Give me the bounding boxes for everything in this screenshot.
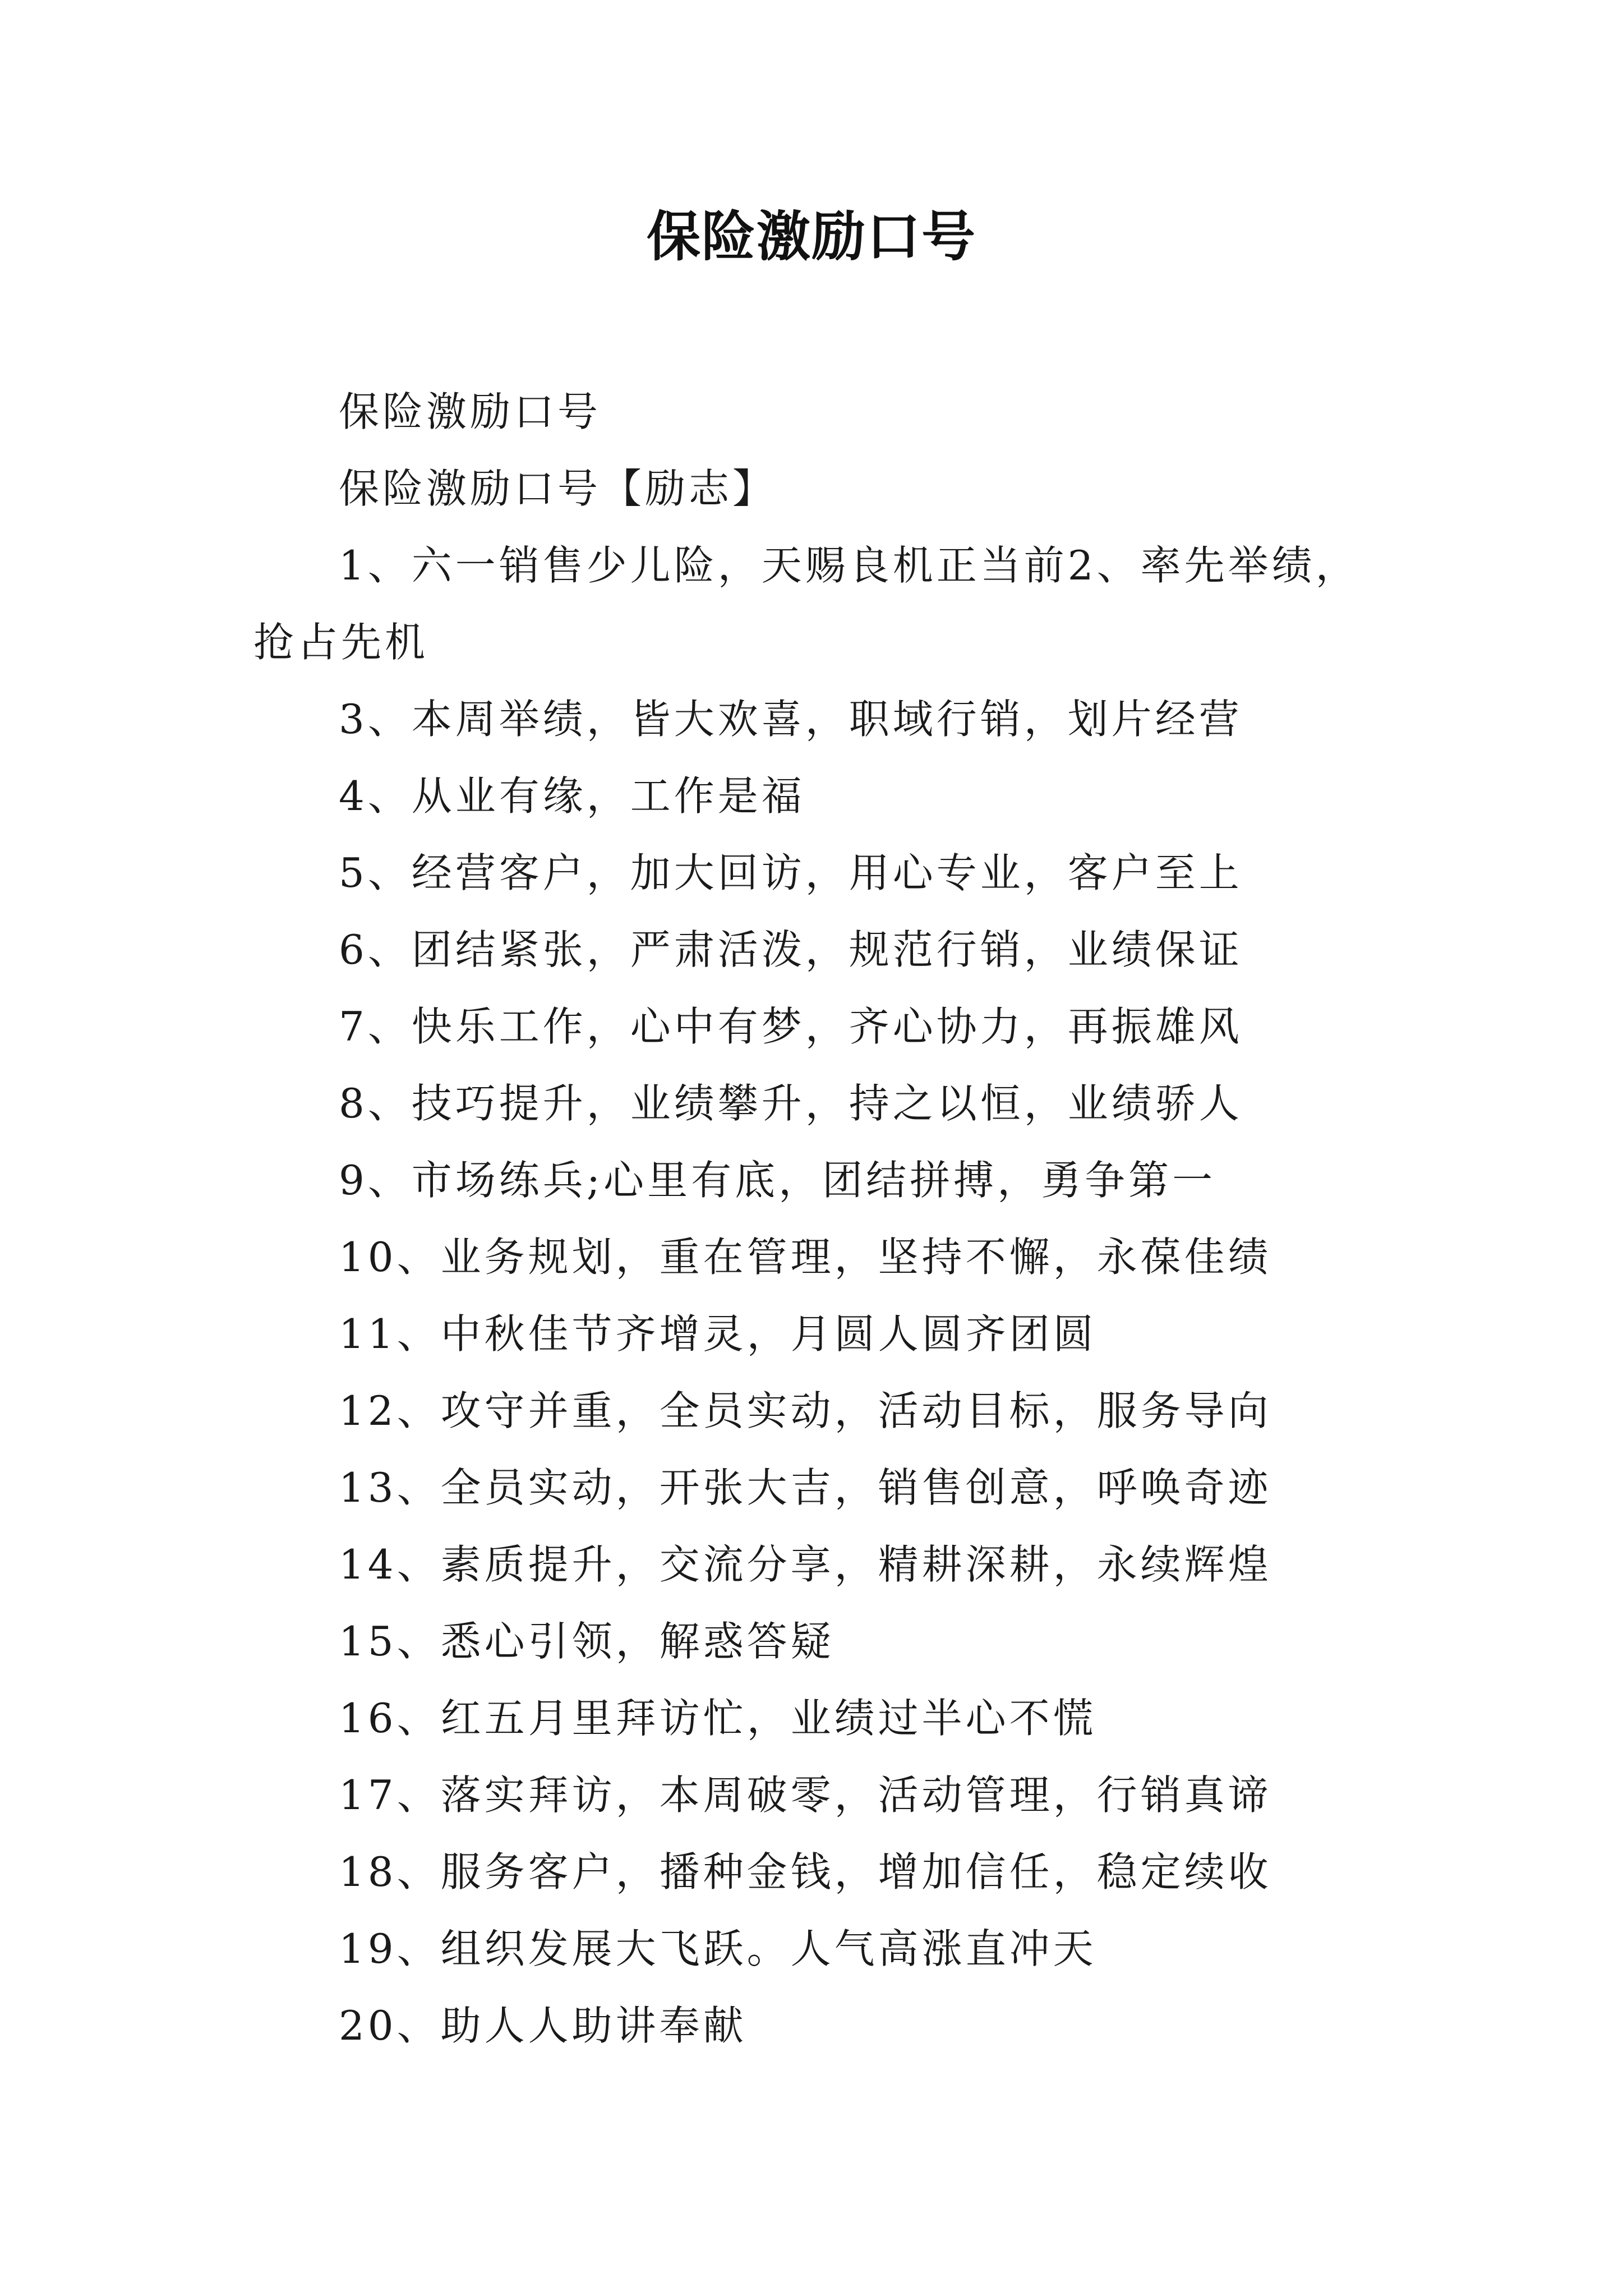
paragraph-heading: 保险激励口号【励志】: [339, 465, 777, 512]
slogan-item-1: 1、六一销售少儿险，天赐良机正当前2、率先举绩，抢占先机: [253, 542, 1359, 666]
slogan-item-12: 12、攻守并重，全员实动，活动目标，服务导向: [339, 1387, 1272, 1434]
slogan-item-19: 19、组织发展大飞跃。人气高涨直冲天: [339, 1925, 1097, 1972]
slogan-item-4: 4、从业有缘，工作是福: [339, 772, 805, 820]
document-title: 保险激励口号: [647, 205, 976, 268]
slogan-item-10: 10、业务规划，重在管理，坚持不懈，永葆佳绩: [339, 1234, 1272, 1281]
paragraph-subtitle: 保险激励口号: [339, 388, 602, 435]
slogan-item-8: 8、技巧提升，业绩攀升，持之以恒，业绩骄人: [339, 1080, 1243, 1127]
document-body: [253, 374, 1386, 2064]
slogan-item-7: 7、快乐工作，心中有梦，齐心协力，再振雄风: [339, 1003, 1243, 1050]
slogan-item-5: 5、经营客户，加大回访，用心专业，客户至上: [339, 849, 1243, 896]
slogan-item-6: 6、团结紧张，严肃活泼，规范行销，业绩保证: [339, 926, 1243, 973]
slogan-item-15: 15、悉心引领，解惑答疑: [339, 1618, 834, 1665]
slogan-item-14: 14、素质提升，交流分享，精耕深耕，永续辉煌: [339, 1541, 1272, 1588]
slogan-item-17: 17、落实拜访，本周破零，活动管理，行销真谛: [339, 1772, 1272, 1819]
slogan-item-13: 13、全员实动，开张大吉，销售创意，呼唤奇迹: [339, 1464, 1272, 1511]
slogan-item-16: 16、红五月里拜访忙，业绩过半心不慌: [339, 1695, 1097, 1742]
slogan-item-20: 20、助人人助讲奉献: [339, 2002, 747, 2049]
slogan-item-11: 11、中秋佳节齐增灵，月圆人圆齐团圆: [339, 1310, 1097, 1358]
slogan-item-18: 18、服务客户，播种金钱，增加信任，稳定续收: [339, 1848, 1272, 1895]
slogan-item-9: 9、市场练兵;心里有底，团结拼搏，勇争第一: [339, 1157, 1216, 1204]
slogan-item-3: 3、本周举绩，皆大欢喜，职域行销，划片经营: [339, 696, 1243, 743]
